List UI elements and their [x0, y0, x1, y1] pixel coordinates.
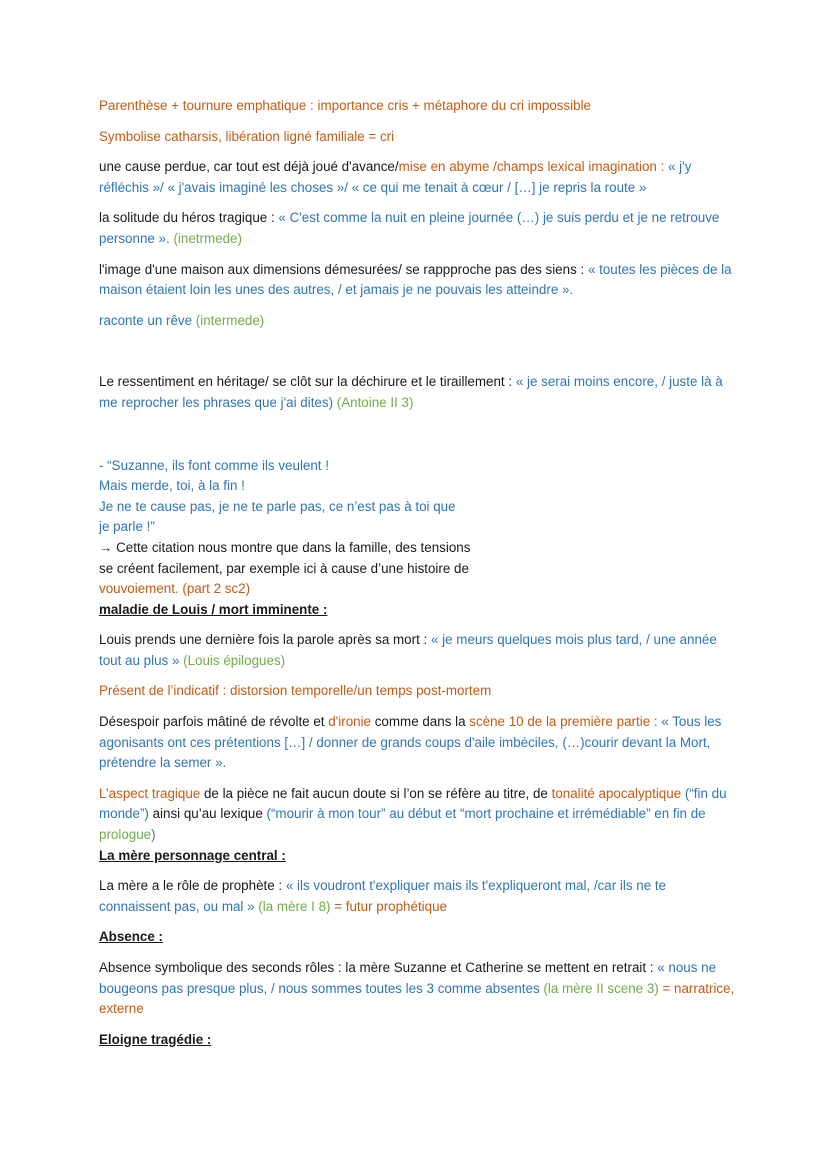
- text-run: Louis prends une dernière fois la parole après sa mort :: [99, 632, 431, 648]
- quote-line: [99, 559, 739, 580]
- paragraph-louis-parole: [99, 630, 739, 671]
- paragraph-maison: [99, 260, 739, 301]
- text-run: je parle !”: [99, 519, 155, 535]
- text-run: (Louis épilogues): [183, 652, 286, 668]
- text-run: (“fin du monde”): [99, 785, 727, 822]
- text-run: (inetrmede): [173, 230, 242, 246]
- text-run: vouvoiement. (part 2 sc2): [99, 581, 251, 597]
- paragraph-absence-symbolique: [99, 958, 739, 1020]
- text-run: l'image d'une maison aux dimensions démesurées/ se rappproche pas des siens :: [99, 261, 588, 277]
- quote-line: [99, 538, 739, 559]
- text-run: Symbolise catharsis, libération ligné familiale = cri: [99, 128, 395, 144]
- text-run: se créent facilement, par exemple ici à cause d’une histoire de: [99, 560, 469, 576]
- paragraph-cause-perdue: [99, 157, 739, 198]
- text-run: Parenthèse + tournure emphatique : importance cris + métaphore du cri impossible: [99, 98, 591, 113]
- quote-line: [99, 517, 739, 538]
- paragraph-solitude: [99, 208, 739, 249]
- text-run: (la mère II scene 3): [543, 980, 659, 996]
- text-run: tonalité apocalyptique: [551, 785, 682, 801]
- text-run: Désespoir parfois mâtiné de révolte et: [99, 714, 329, 730]
- text-run: Mais merde, toi, à la fin !: [99, 478, 245, 494]
- text-run: = futur prophétique: [330, 898, 447, 914]
- text-run: d'ironie: [328, 714, 372, 730]
- heading-absence: Absence :: [99, 929, 163, 945]
- text-run: scène 10 de la première partie: [469, 714, 651, 730]
- paragraph-catharsis: [99, 127, 739, 148]
- text-run: « je meurs quelques mois plus tard, / une année tout au plus »: [99, 632, 717, 668]
- text-run: « C'est comme la nuit en pleine journée (…) je suis perdu et je ne retrouve personne ».: [99, 210, 720, 246]
- paragraph-desespoir: [99, 712, 739, 774]
- text-run: « ils voudront t'expliquer mais ils t'expliqueront mal, /car ils ne te connaissent pas, ou mal »: [99, 878, 667, 914]
- heading-mere-personnage: La mère personnage central :: [99, 847, 286, 863]
- text-run: La mère a le rôle de prophète :: [99, 878, 286, 894]
- text-run: = narratrice, externe: [99, 980, 735, 1017]
- quote-line: [99, 456, 739, 477]
- text-run: → Cette citation nous montre que dans la famille, des tensions: [99, 539, 471, 555]
- paragraph-ressentiment: [99, 372, 739, 413]
- document-page: [99, 96, 739, 1050]
- quote-suzanne-block: [99, 456, 739, 600]
- text-run: (“mourir à mon tour” au début et “mort prochaine et irrémédiable” en fin de: [266, 806, 706, 822]
- text-run: la solitude du héros tragique :: [99, 210, 279, 226]
- heading-maladie-louis: maladie de Louis / mort imminente :: [99, 601, 328, 617]
- text-run: (intermede): [195, 312, 265, 328]
- paragraph-parenthese: [99, 96, 739, 117]
- paragraph-reve: [99, 311, 739, 332]
- text-run: « nous ne bougeons pas presque plus, / nous sommes toutes les 3 comme absentes: [99, 960, 717, 996]
- paragraph-aspect-tragique: [99, 784, 739, 846]
- paragraph-mere-prophete: [99, 876, 739, 917]
- quote-line: [99, 497, 739, 518]
- text-run: de la pièce ne fait aucun doute si l’on se réfère au titre, de: [200, 785, 552, 801]
- text-run: Présent de l’indicatif : distorsion temporelle/un temps post-mortem: [99, 683, 492, 699]
- heading-eloigne-tragedie: Eloigne tragédie :: [99, 1031, 212, 1047]
- text-run: comme dans la: [371, 714, 470, 730]
- text-run: L’aspect tragique: [99, 785, 201, 801]
- text-run: une cause perdue, car tout est déjà joué d'avance/: [99, 159, 399, 175]
- text-run: ainsi qu’au lexique: [148, 806, 267, 822]
- text-run: raconte un rêve: [99, 312, 196, 328]
- quote-line: [99, 476, 739, 497]
- text-run: « j'y réfléchis »/ « j'avais imaginé les choses »/ « ce qui me tenait à cœur / […] je repris la route »: [99, 159, 692, 195]
- text-run: ): [151, 827, 156, 843]
- text-run: Absence symbolique des seconds rôles : la mère Suzanne et Catherine se mettent en retrait :: [99, 960, 658, 975]
- text-run: - “Suzanne, ils font comme ils veulent !: [99, 457, 329, 473]
- text-run: « toutes les pièces de la maison étaient loin les unes des autres, / et jamais je ne pouvais les atteindre ».: [99, 261, 732, 298]
- text-run: Le ressentiment en héritage/ se clôt sur la déchirure et le tiraillement :: [99, 374, 516, 390]
- quote-line: [99, 579, 739, 600]
- text-run: (la mère I 8): [258, 898, 331, 914]
- text-run: mise en abyme /champs lexical imagination :: [398, 159, 669, 175]
- paragraph-present-indicatif: [99, 681, 739, 702]
- text-run: prologue: [99, 827, 152, 843]
- text-run: Je ne te cause pas, je ne te parle pas, ce n’est pas à toi que: [99, 498, 456, 514]
- text-run: « je serai moins encore, / juste là à me reprocher les phrases que j'ai dites): [99, 374, 723, 410]
- text-run: (Antoine II 3): [336, 394, 414, 410]
- text-run: : « Tous les agonisants ont ces prétentions […] / donner de grands coups d'aile imbéciles, (…)courir devant la Mort, prétendre la semer ».: [99, 714, 722, 771]
